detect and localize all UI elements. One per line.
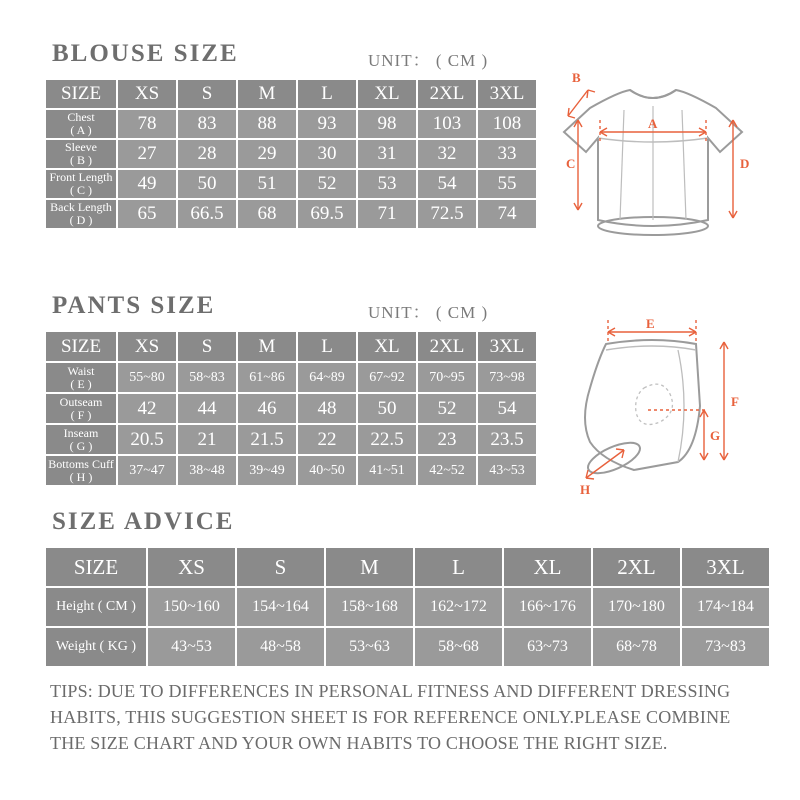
table-row xyxy=(46,425,536,454)
figure-label-a: A xyxy=(648,116,658,131)
table-row xyxy=(46,363,536,392)
cell-waist-l: 64~89 xyxy=(298,363,356,392)
cell-front-length-3xl: 55 xyxy=(478,170,536,198)
tips-text: TIPS: DUE TO DIFFERENCES IN PERSONAL FITNESS AND DIFFERENT DRESSING HABITS, THIS SUGGESTION SHEET IS FOR REFERENCE ONLY.PLEASE COMBINE THE SIZE CHART AND YOUR OWN HABITS TO CHOOSE THE RIGHT SIZE. xyxy=(50,681,731,754)
cell-sleeve-3xl: 33 xyxy=(478,140,536,168)
cell-chest-xl: 98 xyxy=(358,110,416,138)
cell-height-s: 154~164 xyxy=(237,588,324,626)
col-header-l: L xyxy=(415,548,502,586)
col-header-xs: XS xyxy=(118,332,176,361)
col-header-2xl: 2XL xyxy=(593,548,680,586)
cell-weight-m: 53~63 xyxy=(326,628,413,666)
cell-chest-xs: 78 xyxy=(118,110,176,138)
cell-waist-2xl: 70~95 xyxy=(418,363,476,392)
table-header-row xyxy=(46,548,769,586)
figure-label-g: G xyxy=(710,428,721,443)
cell-back-length-s: 66.5 xyxy=(178,200,236,228)
col-header-xs: XS xyxy=(148,548,235,586)
cell-waist-s: 58~83 xyxy=(178,363,236,392)
cell-front-length-2xl: 54 xyxy=(418,170,476,198)
col-header-size: SIZE xyxy=(46,548,146,586)
table-row xyxy=(46,628,769,666)
cell-sleeve-xl: 31 xyxy=(358,140,416,168)
cell-back-length-m: 68 xyxy=(238,200,296,228)
table-row xyxy=(46,170,536,198)
cell-bottoms-cuff-2xl: 42~52 xyxy=(418,456,476,485)
figure-label-c: C xyxy=(566,156,576,171)
figure-label-d: D xyxy=(740,156,750,171)
cell-weight-l: 58~68 xyxy=(415,628,502,666)
cell-bottoms-cuff-l: 40~50 xyxy=(298,456,356,485)
figure-label-b: B xyxy=(572,70,581,85)
col-header-size: SIZE xyxy=(46,80,116,108)
cell-height-3xl: 174~184 xyxy=(682,588,769,626)
figure-label-e: E xyxy=(646,316,655,331)
cell-bottoms-cuff-3xl: 43~53 xyxy=(478,456,536,485)
col-header-s: S xyxy=(178,80,236,108)
cell-outseam-s: 44 xyxy=(178,394,236,423)
row-label-front-length: Front Length ( C ) xyxy=(46,170,116,198)
col-header-m: M xyxy=(238,332,296,361)
cell-sleeve-s: 28 xyxy=(178,140,236,168)
cell-waist-3xl: 73~98 xyxy=(478,363,536,392)
cell-height-l: 162~172 xyxy=(415,588,502,626)
col-header-l: L xyxy=(298,80,356,108)
table-header-row xyxy=(46,80,536,108)
cell-sleeve-xs: 27 xyxy=(118,140,176,168)
shorts-diagram xyxy=(528,310,778,500)
row-label-height: Height ( CM ) xyxy=(46,588,146,626)
table-row xyxy=(46,140,536,168)
cell-inseam-m: 21.5 xyxy=(238,425,296,454)
row-label-inseam: Inseam ( G ) xyxy=(46,425,116,454)
col-header-s: S xyxy=(237,548,324,586)
table-row xyxy=(46,200,536,228)
figure-label-h: H xyxy=(580,482,591,497)
row-label-outseam: Outseam ( F ) xyxy=(46,394,116,423)
cell-weight-2xl: 68~78 xyxy=(593,628,680,666)
cell-chest-2xl: 103 xyxy=(418,110,476,138)
col-header-m: M xyxy=(238,80,296,108)
col-header-2xl: 2XL xyxy=(418,332,476,361)
cell-front-length-s: 50 xyxy=(178,170,236,198)
cell-back-length-xl: 71 xyxy=(358,200,416,228)
advice-section-title: SIZE ADVICE xyxy=(52,508,235,535)
cell-sleeve-l: 30 xyxy=(298,140,356,168)
figure-label-f: F xyxy=(731,394,739,409)
cell-inseam-xs: 20.5 xyxy=(118,425,176,454)
cell-weight-3xl: 73~83 xyxy=(682,628,769,666)
col-header-xs: XS xyxy=(118,80,176,108)
col-header-3xl: 3XL xyxy=(682,548,769,586)
pants-unit-label: UNIT： ( CM ) xyxy=(368,303,489,322)
cell-back-length-3xl: 74 xyxy=(478,200,536,228)
col-header-xl: XL xyxy=(504,548,591,586)
cell-bottoms-cuff-xl: 41~51 xyxy=(358,456,416,485)
cell-bottoms-cuff-s: 38~48 xyxy=(178,456,236,485)
col-header-3xl: 3XL xyxy=(478,332,536,361)
cell-chest-l: 93 xyxy=(298,110,356,138)
cell-waist-xs: 55~80 xyxy=(118,363,176,392)
col-header-3xl: 3XL xyxy=(478,80,536,108)
cell-height-m: 158~168 xyxy=(326,588,413,626)
cell-weight-s: 48~58 xyxy=(237,628,324,666)
cell-height-2xl: 170~180 xyxy=(593,588,680,626)
blouse-unit-label: UNIT： ( CM ) xyxy=(368,51,489,70)
cell-weight-xs: 43~53 xyxy=(148,628,235,666)
row-label-back-length: Back Length ( D ) xyxy=(46,200,116,228)
cell-outseam-m: 46 xyxy=(238,394,296,423)
size-advice-table xyxy=(44,546,771,668)
row-label-bottoms-cuff: Bottoms Cuff ( H ) xyxy=(46,456,116,485)
cell-waist-xl: 67~92 xyxy=(358,363,416,392)
row-label-waist: Waist ( E ) xyxy=(46,363,116,392)
cell-front-length-xs: 49 xyxy=(118,170,176,198)
table-row xyxy=(46,394,536,423)
cell-bottoms-cuff-xs: 37~47 xyxy=(118,456,176,485)
cell-sleeve-2xl: 32 xyxy=(418,140,476,168)
cell-inseam-xl: 22.5 xyxy=(358,425,416,454)
cell-waist-m: 61~86 xyxy=(238,363,296,392)
table-row xyxy=(46,110,536,138)
col-header-xl: XL xyxy=(358,80,416,108)
cell-inseam-s: 21 xyxy=(178,425,236,454)
table-row xyxy=(46,456,536,485)
cell-front-length-m: 51 xyxy=(238,170,296,198)
cell-weight-xl: 63~73 xyxy=(504,628,591,666)
cell-back-length-l: 69.5 xyxy=(298,200,356,228)
cell-chest-m: 88 xyxy=(238,110,296,138)
pants-section-title: PANTS SIZE xyxy=(52,292,216,319)
col-header-size: SIZE xyxy=(46,332,116,361)
col-header-xl: XL xyxy=(358,332,416,361)
cell-outseam-l: 48 xyxy=(298,394,356,423)
cell-outseam-xl: 50 xyxy=(358,394,416,423)
cell-sleeve-m: 29 xyxy=(238,140,296,168)
cell-inseam-2xl: 23 xyxy=(418,425,476,454)
table-row xyxy=(46,588,769,626)
cell-back-length-xs: 65 xyxy=(118,200,176,228)
cell-height-xs: 150~160 xyxy=(148,588,235,626)
cell-outseam-xs: 42 xyxy=(118,394,176,423)
cell-chest-s: 83 xyxy=(178,110,236,138)
row-label-sleeve: Sleeve ( B ) xyxy=(46,140,116,168)
row-label-weight: Weight ( KG ) xyxy=(46,628,146,666)
cell-height-xl: 166~176 xyxy=(504,588,591,626)
jersey-diagram xyxy=(528,60,778,260)
cell-back-length-2xl: 72.5 xyxy=(418,200,476,228)
cell-inseam-3xl: 23.5 xyxy=(478,425,536,454)
cell-front-length-l: 52 xyxy=(298,170,356,198)
cell-inseam-l: 22 xyxy=(298,425,356,454)
blouse-section-title: BLOUSE SIZE xyxy=(52,40,239,67)
pants-size-table xyxy=(44,330,538,487)
cell-bottoms-cuff-m: 39~49 xyxy=(238,456,296,485)
cell-chest-3xl: 108 xyxy=(478,110,536,138)
cell-outseam-3xl: 54 xyxy=(478,394,536,423)
col-header-2xl: 2XL xyxy=(418,80,476,108)
row-label-chest: Chest ( A ) xyxy=(46,110,116,138)
blouse-size-table xyxy=(44,78,538,230)
cell-front-length-xl: 53 xyxy=(358,170,416,198)
table-header-row xyxy=(46,332,536,361)
col-header-m: M xyxy=(326,548,413,586)
col-header-s: S xyxy=(178,332,236,361)
col-header-l: L xyxy=(298,332,356,361)
cell-outseam-2xl: 52 xyxy=(418,394,476,423)
